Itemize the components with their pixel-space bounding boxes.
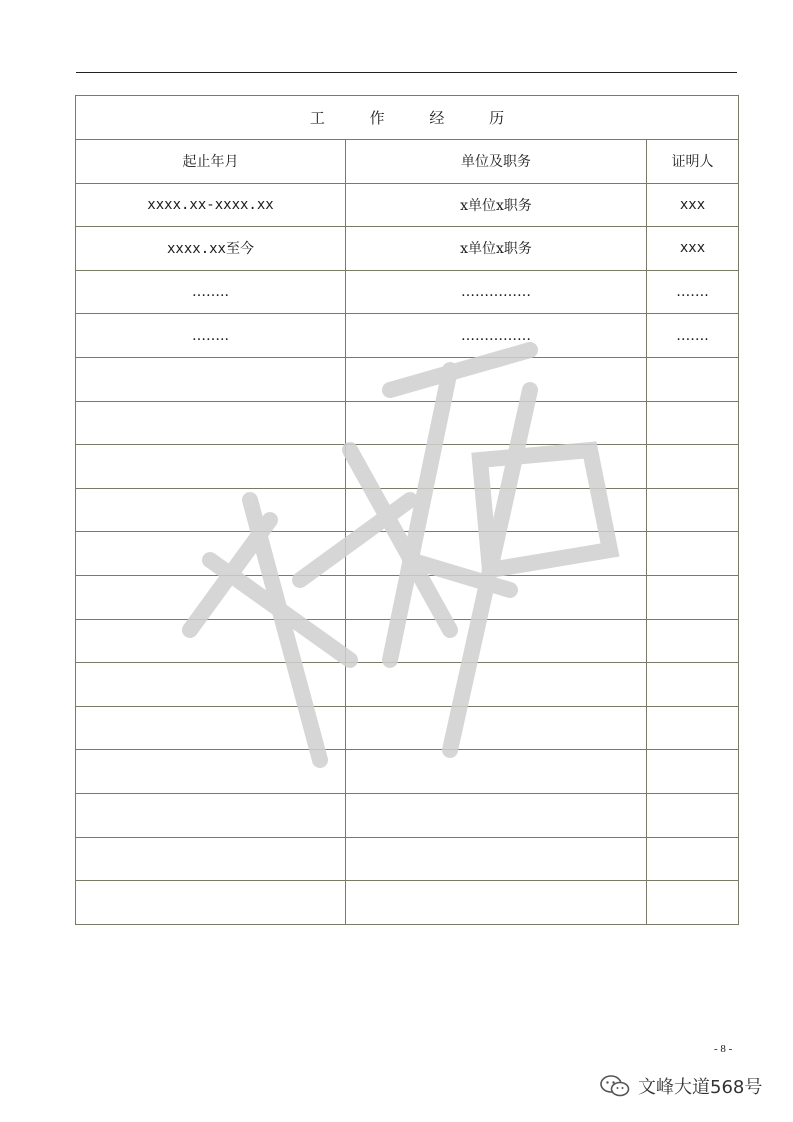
cell-employer-position: [346, 401, 647, 445]
page-number: - 8 -: [714, 1043, 733, 1055]
table-row: [76, 793, 739, 837]
wechat-icon: [600, 1075, 630, 1097]
cell-reference: xxx: [647, 227, 739, 271]
cell-period: ……..: [76, 314, 346, 358]
cell-reference: [647, 575, 739, 619]
cell-employer-position: x单位x职务: [346, 227, 647, 271]
cell-period: xxxx.xx-xxxx.xx: [76, 183, 346, 227]
cell-reference: [647, 663, 739, 707]
table-row: [76, 357, 739, 401]
cell-reference: [647, 881, 739, 925]
cell-employer-position: [346, 750, 647, 794]
table-row: [76, 445, 739, 489]
table-row: [76, 750, 739, 794]
header-reference: 证明人: [647, 140, 739, 184]
cell-employer-position: [346, 488, 647, 532]
cell-reference: [647, 750, 739, 794]
cell-employer-position: [346, 881, 647, 925]
cell-employer-position: [346, 357, 647, 401]
cell-period: [76, 793, 346, 837]
header-employer-position: 单位及职务: [346, 140, 647, 184]
cell-employer-position: [346, 445, 647, 489]
table-row: [76, 575, 739, 619]
table-row: [76, 532, 739, 576]
cell-period: [76, 401, 346, 445]
table-title: 工 作 经 历: [76, 96, 739, 140]
cell-period: [76, 619, 346, 663]
table-row: [76, 837, 739, 881]
cell-period: [76, 488, 346, 532]
cell-reference: [647, 357, 739, 401]
table-row: [76, 706, 739, 750]
table-row: [76, 183, 739, 227]
cell-period: [76, 706, 346, 750]
cell-period: [76, 881, 346, 925]
table-row: [76, 270, 739, 314]
cell-reference: [647, 445, 739, 489]
cell-period: [76, 532, 346, 576]
cell-employer-position: ……………: [346, 270, 647, 314]
cell-period: ……..: [76, 270, 346, 314]
cell-employer-position: [346, 663, 647, 707]
header-rule: [76, 72, 737, 73]
cell-period: [76, 445, 346, 489]
cell-period: xxxx.xx至今: [76, 227, 346, 271]
cell-employer-position: [346, 532, 647, 576]
cell-reference: [647, 793, 739, 837]
cell-employer-position: ……………: [346, 314, 647, 358]
table-row: [76, 663, 739, 707]
table-row: [76, 619, 739, 663]
table-row: [76, 314, 739, 358]
table-row: [76, 401, 739, 445]
cell-reference: xxx: [647, 183, 739, 227]
title-row: [76, 96, 739, 140]
cell-reference: [647, 401, 739, 445]
cell-employer-position: [346, 837, 647, 881]
header-period: 起止年月: [76, 140, 346, 184]
cell-employer-position: x单位x职务: [346, 183, 647, 227]
cell-employer-position: [346, 619, 647, 663]
table-row: [76, 881, 739, 925]
account-badge: [600, 1073, 762, 1099]
cell-reference: [647, 488, 739, 532]
header-row: [76, 140, 739, 184]
cell-period: [76, 575, 346, 619]
table-row: [76, 488, 739, 532]
cell-reference: …….: [647, 270, 739, 314]
cell-reference: …….: [647, 314, 739, 358]
cell-employer-position: [346, 793, 647, 837]
cell-period: [76, 837, 346, 881]
cell-period: [76, 357, 346, 401]
cell-employer-position: [346, 706, 647, 750]
cell-employer-position: [346, 575, 647, 619]
account-name: 文峰大道568号: [638, 1077, 763, 1098]
work-history-table: [75, 95, 739, 925]
cell-reference: [647, 532, 739, 576]
cell-reference: [647, 619, 739, 663]
cell-period: [76, 663, 346, 707]
cell-reference: [647, 706, 739, 750]
cell-reference: [647, 837, 739, 881]
table-row: [76, 227, 739, 271]
cell-period: [76, 750, 346, 794]
